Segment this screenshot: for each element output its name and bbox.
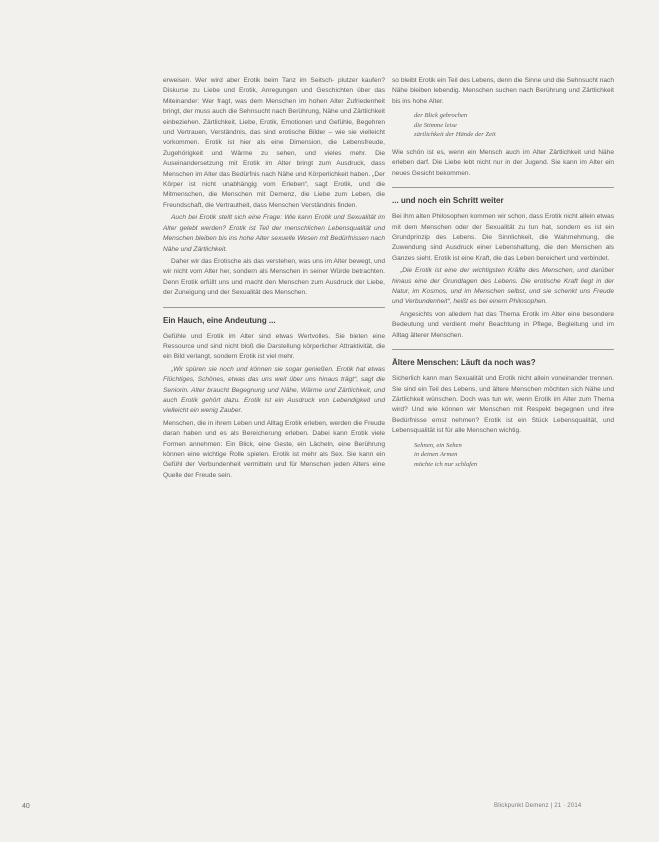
- page-number: 40: [22, 803, 30, 810]
- paragraph: Wie schön ist es, wenn ein Mensch auch im Alter Zärtlichkeit und Nähe erleben darf. Die Liebe lebt nicht nur in der Jugend. Sie kann im Alter ein neues Gesicht bekommen.: [392, 149, 614, 177]
- poem-line: die Stimme leise: [414, 121, 457, 129]
- paragraph: „Wir spüren sie noch und können sie sogar genießen. Erotik hat etwas Flüchtiges, Schönes, etwas das uns weit über uns hinaus trägt“, sagt die Seniorin. Alter braucht Begegnung und Nähe, Wärme und Zärtlichkeit, und auch Erotik gehört dazu. Erotik ist ein Ausdruck von Lebendigkeit und vielleicht ein wenig Zauber.: [163, 365, 385, 415]
- poem-quote: [414, 111, 614, 140]
- poem-line: der Blick gebrochen: [414, 112, 468, 120]
- paragraph: erweisen. Wer wird aber Erotik beim Tanz im Seitsch- plutzer kaufen? Diskurse zu Liebe und Erotik, Anregungen und Geschichten über das Miteinander: Wer fragt, was dem Menschen im hohen Alter Zufriedenheit bringt, der muss auch die Sehnsucht nach Berührung, Nähe und Zärtlichkeit einbeziehen. Zärtlichkeit, Liebe, Erotik, Emotionen und Gefühle, Begehren und Vertrauen, Verständnis, das sind erotische Bilder – wie sie vielleicht vorkommen. Erotik ist hier als eine Dimension, die Lebensfreude, Zugehörigkeit und Wärme zu sehen, und vieles mehr. Die Auseinandersetzung mit Erotik im Alter bringt zum Ausdruck, dass Menschen im Alter das Bedürfnis nach Nähe und Körperlichkeit haben. „Der Körper ist nicht unabhängig vom Erleben“, sagt Erotik, und die Mitmenschen, die Menschen mit Demenz, die Liebe zum Leben, die Freundschaft, die Vertrautheit, dass Menschen Verständnis finden.: [163, 77, 385, 209]
- section-heading: Ältere Menschen: Läuft da noch was?: [392, 358, 536, 368]
- section-divider: [163, 307, 385, 308]
- paragraph: Daher wir das Erotische als das verstehen, was uns im Alter bewegt, und wir nicht vom Alter her, sondern als Menschen in seiner Würde betrachten. Denn Erotik erfüllt uns und macht den Menschen zum Ausdruck der Liebe, der Zuneigung und der Sexualität des Menschen.: [163, 257, 385, 297]
- section-divider: [392, 349, 614, 350]
- paragraph: so bleibt Erotik ein Teil des Lebens, denn die Sinne und die Sehnsucht nach Nähe bleiben lebendig. Menschen suchen nach Berührung und Zärtlichkeit bis ins hohe Alter.: [392, 77, 614, 105]
- paragraph: „Die Erotik ist eine der wichtigsten Kräfte des Menschen, und darüber hinaus eine der Grundlagen des Lebens. Die erotische Kraft liegt in der Natur, im Kosmos, und im Menschen selbst, und sie schenkt uns Freude und Verbundenheit“, heißt es bei einem Philosophen.: [392, 267, 614, 306]
- right-column: [392, 76, 614, 477]
- poem-line: zärtlichkeit der Hände der Zeit: [414, 131, 496, 139]
- poem-line: Sehnen, ein Sehen: [414, 441, 462, 449]
- poem-quote: [414, 441, 614, 470]
- paragraph: Gefühle und Erotik im Alter sind etwas Wertvolles. Sie bieten eine Ressource und sind nicht bloß die Darstellung körperlicher Attraktivität, die ein Bild verlangt, sondern Erotik ist viel mehr.: [163, 332, 385, 361]
- left-column: [163, 76, 385, 483]
- poem-line: möchte ich nur schlafen: [414, 460, 478, 468]
- paragraph: Bei ihm alten Philosophen kommen wir schon, dass Erotik nicht allein etwas mit dem Menschen oder der Sexualität zu tun hat, sondern es ist ein Grundprinzip des Lebens. Die Sinnlichkeit, die Wahrnehmung, die Zuwendung sind Ausdruck einer Lebenshaltung, die den Menschen als Ganzes sieht. Erotik ist eine Kraft, die das Leben bereichert und verbindet.: [392, 213, 614, 262]
- paragraph: Menschen, die in ihrem Leben und Alltag Erotik erleben, werden die Freude daran haben und es als Bereicherung erleben. Dabei kann Erotik viele Formen annehmen: Ein Blick, eine Geste, ein Lächeln, eine Berührung können eine wichtige Rolle spielen. Erotik ist mehr als Sex. Sie kann ein Gefühl der Verbundenheit vermitteln und für Menschen jeden Alters eine Quelle der Freude sein.: [163, 419, 385, 479]
- section-divider: [392, 187, 614, 188]
- journal-footer: Blickpunkt Demenz | 21 · 2014: [494, 803, 582, 809]
- paragraph: Angesichts von alledem hat das Thema Erotik im Alter eine besondere Bedeutung und verdient mehr Beachtung in Pflege, Begleitung und im Alltag älterer Menschen.: [392, 310, 614, 339]
- section-heading: Ein Hauch, eine Andeutung ...: [163, 315, 276, 325]
- section-heading: ... und noch ein Schritt weiter: [392, 196, 504, 206]
- paragraph: Auch bei Erotik stellt sich eine Frage: Wie kann Erotik und Sexualität im Alter gelebt werden? Erotik ist Teil der menschlichen Lebensqualität und Menschen bleiben bis ins hohe Alter sexuelle Wesen mit Bedürfnissen nach Nähe und Zärtlichkeit.: [163, 214, 385, 253]
- paragraph: Sicherlich kann man Sexualität und Erotik nicht allein voneinander trennen. Sie sind ein Teil des Lebens, und ältere Menschen möchten sich Nähe und Zärtlichkeit wünschen. Doch was tun wir, wenn Erotik im Alter zum Thema wird? Und wie können wir Menschen mit Respekt begegnen und ihre Bedürfnisse ernst nehmen? Erotik ist ein Stück Lebensqualität, und Lebensqualität ist für alle Menschen wichtig.: [392, 375, 614, 435]
- poem-line: in deinen Armen: [414, 451, 458, 459]
